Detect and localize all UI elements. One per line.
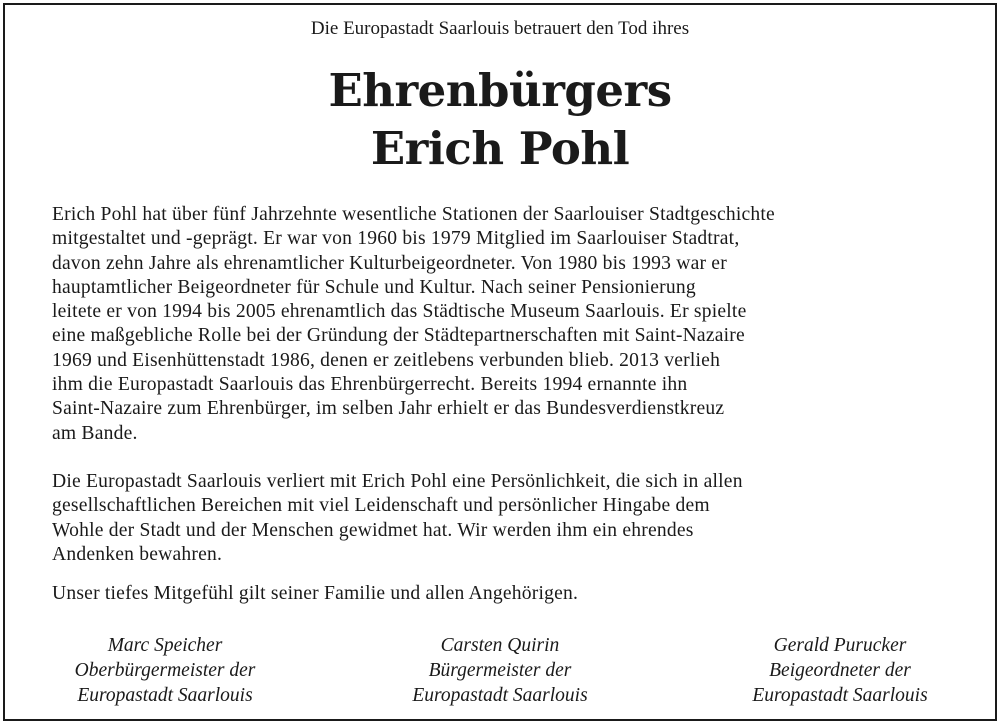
text-line: Wohle der Stadt und der Menschen gewidmet hat. Wir werden ihm ein ehrendes xyxy=(52,519,694,541)
paragraph-tribute xyxy=(52,470,952,567)
text-line: Erich Pohl hat über fünf Jahrzehnte wesentliche Stationen der Saarlouiser Stadtgeschichte xyxy=(52,204,775,225)
signature-name: Marc Speicher xyxy=(107,635,223,656)
text-line: am Bande. xyxy=(52,422,138,444)
title-honorary-citizen: Ehrenbürgers xyxy=(328,64,672,117)
intro-line: Die Europastadt Saarlouis betrauert den Tod ihres xyxy=(310,18,690,39)
signature-block-mayor xyxy=(15,633,315,708)
signature-org: Europastadt Saarlouis xyxy=(77,685,253,706)
text-line: Saint-Nazaire zum Ehrenbürger, im selben Jahr erhielt er das Bundesverdienstkreuz xyxy=(52,398,725,420)
paragraph-biography xyxy=(52,203,952,446)
text-line: Unser tiefes Mitgefühl gilt seiner Familie und allen Angehörigen. xyxy=(52,583,579,604)
text-line: mitgestaltet und -geprägt. Er war von 1960 bis 1979 Mitglied im Saarlouiser Stadtrat, xyxy=(52,228,740,250)
text-line: eine maßgebliche Rolle bei der Gründung der Städtepartnerschaften mit Saint-Nazaire xyxy=(52,325,745,347)
text-line: 1969 und Eisenhüttenstadt 1986, denen er zeitlebens verbunden blieb. 2013 verlieh xyxy=(52,349,721,371)
text-line: gesellschaftlichen Bereichen mit viel Leidenschaft und persönlicher Hingabe dem xyxy=(52,495,710,517)
paragraph-condolence xyxy=(52,582,952,606)
signature-name: Carsten Quirin xyxy=(440,635,560,656)
text-line: leitete er von 1994 bis 2005 ehrenamtlich das Städtische Museum Saarlouis. Er spielte xyxy=(52,301,747,323)
signature-role: Oberbürgermeister der xyxy=(74,660,256,681)
signature-block-deputy-mayor xyxy=(350,633,650,708)
text-line: ihm die Europastadt Saarlouis das Ehrenbürgerrecht. Bereits 1994 ernannte ihn xyxy=(52,374,688,396)
title-name: Erich Pohl xyxy=(370,122,630,175)
signature-org: Europastadt Saarlouis xyxy=(752,685,928,706)
signature-role: Bürgermeister der xyxy=(428,660,572,681)
signature-name: Gerald Purucker xyxy=(773,635,907,656)
text-line: Andenken bewahren. xyxy=(52,543,223,565)
text-line: davon zehn Jahre als ehrenamtlicher Kulturbeigeordneter. Von 1980 bis 1993 war er xyxy=(52,252,727,274)
signature-role: Beigeordneter der xyxy=(769,660,911,681)
text-line: hauptamtlicher Beigeordneter für Schule und Kultur. Nach seiner Pensionierung xyxy=(52,276,696,298)
text-line: Die Europastadt Saarlouis verliert mit Erich Pohl eine Persönlichkeit, die sich in allen xyxy=(52,471,743,492)
signature-org: Europastadt Saarlouis xyxy=(412,685,588,706)
signature-block-councillor xyxy=(690,633,990,708)
